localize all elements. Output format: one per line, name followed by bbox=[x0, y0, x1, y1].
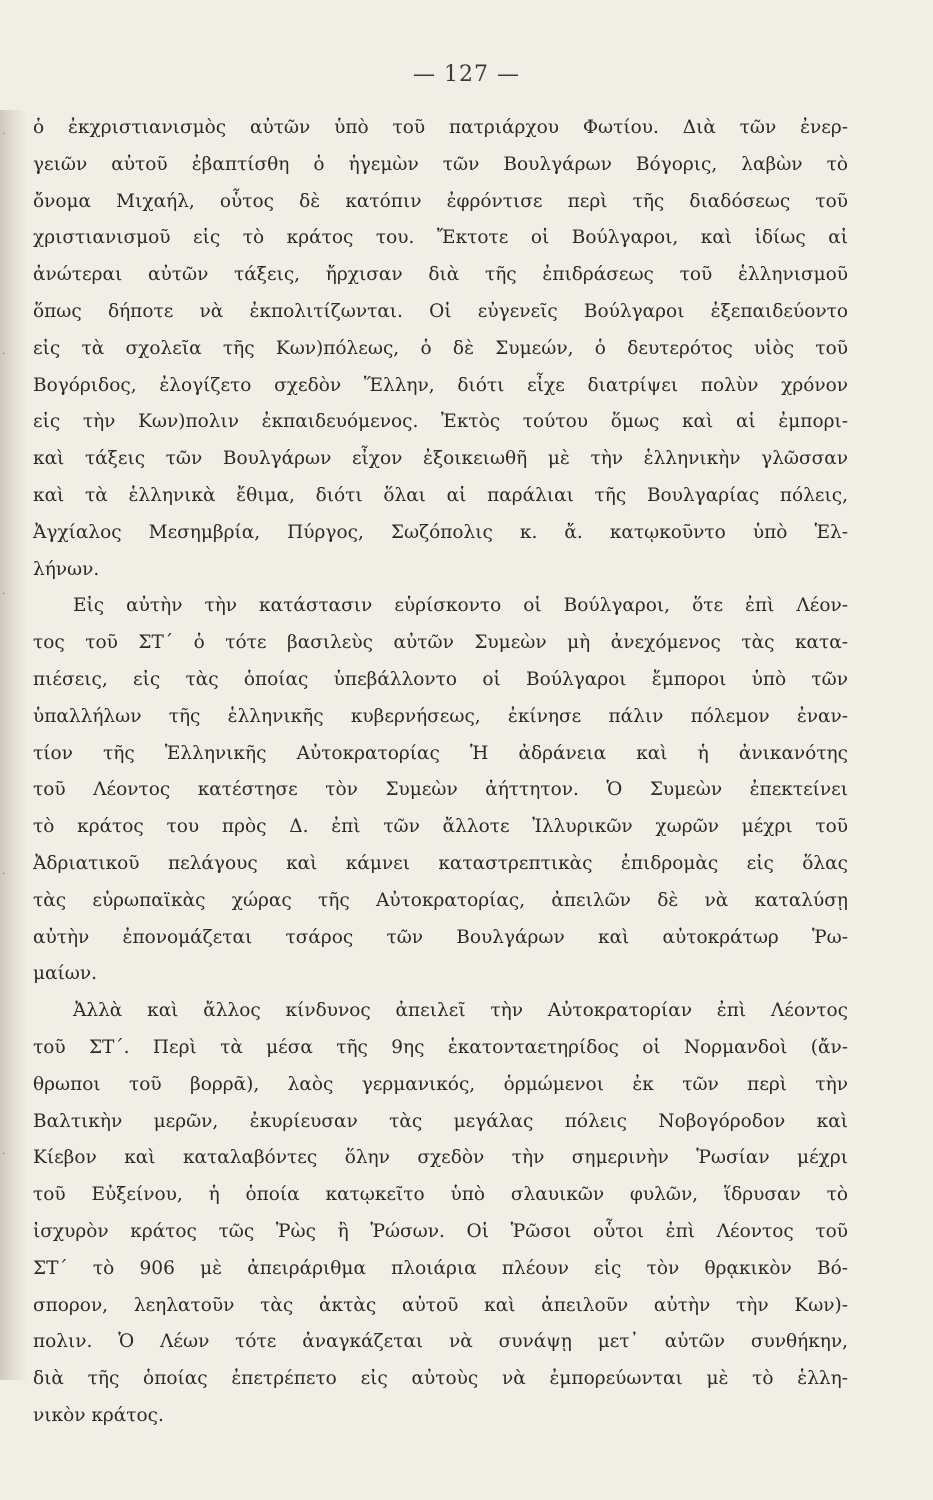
text-line: διὰ τῆς ὁποίας ἐπετρέπετο εἰς αὐτοὺς νὰ ἐμπορεύωνται μὲ τὸ ἑλλη- bbox=[33, 1368, 848, 1390]
page-number: — 127 — bbox=[413, 62, 520, 87]
text-line: γειῶν αὐτοῦ ἐβαπτίσθη ὁ ἡγεμὼν τῶν Βουλγάρων Βόγορις, λαβὼν τὸ bbox=[33, 153, 848, 175]
text-line: ὁ ἐκχριστιανισμὸς αὐτῶν ὑπὸ τοῦ πατριάρχου Φωτίου. Διὰ τῶν ἐνερ- bbox=[33, 117, 848, 138]
text-line: Βαλτικὴν μερῶν, ἐκυρίευσαν τὰς μεγάλας πόλεις Νοβογόροδον καὶ bbox=[33, 1110, 848, 1132]
bleed-through-mark: · bbox=[2, 129, 6, 140]
text-line: ἀνώτεραι αὐτῶν τάξεις, ἤρχισαν διὰ τῆς ἐπιδράσεως τοῦ ἑλληνισμοῦ bbox=[33, 264, 848, 286]
text-line: Κίεβον καὶ καταλαβόντες ὅλην σχεδὸν τὴν σημερινὴν Ῥωσίαν μέχρι bbox=[33, 1147, 848, 1169]
bleed-through-mark: · bbox=[2, 349, 6, 360]
text-line: σπορον, λεηλατοῦν τὰς ἀκτὰς αὐτοῦ καὶ ἀπειλοῦν αὐτὴν τὴν Κων)- bbox=[33, 1294, 848, 1316]
paragraph-start-line: Εἰς αὐτὴν τὴν κατάστασιν εὑρίσκοντο οἱ Βούλγαροι, ὅτε ἐπὶ Λέον- bbox=[73, 595, 848, 617]
binding-edge bbox=[0, 110, 28, 1380]
text-line: εἰς τὴν Κων)πολιν ἐκπαιδευόμενος. Ἐκτὸς τούτου ὅμως καὶ αἱ ἐμπορι- bbox=[33, 411, 848, 433]
text-line: χριστιανισμοῦ εἰς τὸ κράτος του. Ἔκτοτε οἱ Βούλγαροι, καὶ ἰδίως αἱ bbox=[33, 227, 848, 249]
text-line: καὶ τάξεις τῶν Βουλγάρων εἶχον ἐξοικειωθῆ μὲ τὴν ἑλληνικὴν γλῶσσαν bbox=[33, 448, 848, 470]
text-line: τίον τῆς Ἑλληνικῆς Αὐτοκρατορίας Ἡ ἀδράνεια καὶ ἡ ἀνικανότης bbox=[33, 742, 848, 764]
text-line: ὅπως δήποτε νὰ ἐκπολιτίζωνται. Οἱ εὐγενεῖς Βούλγαροι ἐξεπαιδεύοντο bbox=[33, 300, 848, 322]
text-line: τος τοῦ ΣΤ΄ ὁ τότε βασιλεὺς αὐτῶν Συμεὼν μὴ ἀνεχόμενος τὰς κατα- bbox=[33, 632, 848, 654]
body-text bbox=[33, 110, 848, 1435]
bleed-through-mark: · bbox=[2, 869, 6, 880]
text-line: πιέσεις, εἰς τὰς ὁποίας ὑπεβάλλοντο οἱ Βούλγαροι ἔμποροι ὑπὸ τῶν bbox=[33, 668, 848, 690]
text-line: Ἀδριατικοῦ πελάγους καὶ κάμνει καταστρεπτικὰς ἐπιδρομὰς εἰς ὅλας bbox=[33, 852, 848, 874]
text-line: τοῦ Λέοντος κατέστησε τὸν Συμεὼν ἀήττητον. Ὁ Συμεὼν ἐπεκτείνει bbox=[33, 779, 848, 801]
text-line: εἰς τὰ σχολεῖα τῆς Κων)πόλεως, ὁ δὲ Συμεών, ὁ δευτερότος υἱὸς τοῦ bbox=[33, 337, 848, 359]
bleed-through-mark: · bbox=[2, 1149, 6, 1160]
text-line: τὸ κράτος του πρὸς Δ. ἐπὶ τῶν ἄλλοτε Ἰλλυρικῶν χωρῶν μέχρι τοῦ bbox=[33, 816, 848, 838]
text-line: λήνων. bbox=[33, 558, 100, 580]
text-line: Βογόριδος, ἐλογίζετο σχεδὸν Ἕλλην, διότι εἶχε διατρίψει πολὺν χρόνον bbox=[33, 374, 848, 396]
text-line: μαίων. bbox=[33, 963, 97, 985]
text-line: πολιν. Ὁ Λέων τότε ἀναγκάζεται νὰ συνάψῃ μετ᾽ αὐτῶν συνθήκην, bbox=[33, 1331, 848, 1353]
text-line: τὰς εὐρωπαϊκὰς χώρας τῆς Αὐτοκρατορίας, ἀπειλῶν δὲ νὰ καταλύσῃ bbox=[33, 889, 848, 911]
text-line: τοῦ Εὐξείνου, ἡ ὁποία κατῳκεῖτο ὑπὸ σλαυικῶν φυλῶν, ἵδρυσαν τὸ bbox=[33, 1184, 848, 1206]
text-line: καὶ τὰ ἑλληνικὰ ἔθιμα, διότι ὅλαι αἱ παράλιαι τῆς Βουλγαρίας πόλεις, bbox=[33, 484, 848, 506]
paragraph-start-line: Ἀλλὰ καὶ ἄλλος κίνδυνος ἀπειλεῖ τὴν Αὐτοκρατορίαν ἐπὶ Λέοντος bbox=[73, 1000, 848, 1022]
text-line: Ἀγχίαλος Μεσημβρία, Πύργος, Σωζόπολις κ. ἄ. κατῳκοῦντο ὑπὸ Ἑλ- bbox=[33, 521, 848, 543]
bleed-through-mark: · bbox=[2, 589, 6, 600]
text-line: ἰσχυρὸν κράτος τῶς Ῥὼς ἢ Ῥώσων. Οἱ Ῥῶσοι οὗτοι ἐπὶ Λέοντος τοῦ bbox=[33, 1220, 848, 1242]
text-line: νικὸν κράτος. bbox=[33, 1404, 164, 1426]
text-line: ΣΤ΄ τὸ 906 μὲ ἀπειράριθμα πλοιάρια πλέουν εἰς τὸν θρᾳκικὸν Βό- bbox=[33, 1257, 848, 1279]
text-line: θρωποι τοῦ βορρᾶ), λαὸς γερμανικός, ὁρμώμενοι ἐκ τῶν περὶ τὴν bbox=[33, 1073, 848, 1095]
text-line: ὄνομα Μιχαήλ, οὗτος δὲ κατόπιν ἐφρόντισε περὶ τῆς διαδόσεως τοῦ bbox=[33, 190, 848, 212]
text-line: ὑπαλλήλων τῆς ἑλληνικῆς κυβερνήσεως, ἐκίνησε πάλιν πόλεμον ἐναν- bbox=[33, 705, 848, 727]
text-line: τοῦ ΣΤ΄. Περὶ τὰ μέσα τῆς 9ης ἑκατονταετηρίδος οἱ Νορμανδοὶ (ἄν- bbox=[33, 1036, 848, 1058]
text-line: αὐτὴν ἐπονομάζεται τσάρος τῶν Βουλγάρων καὶ αὐτοκράτωρ Ῥω- bbox=[33, 926, 848, 948]
